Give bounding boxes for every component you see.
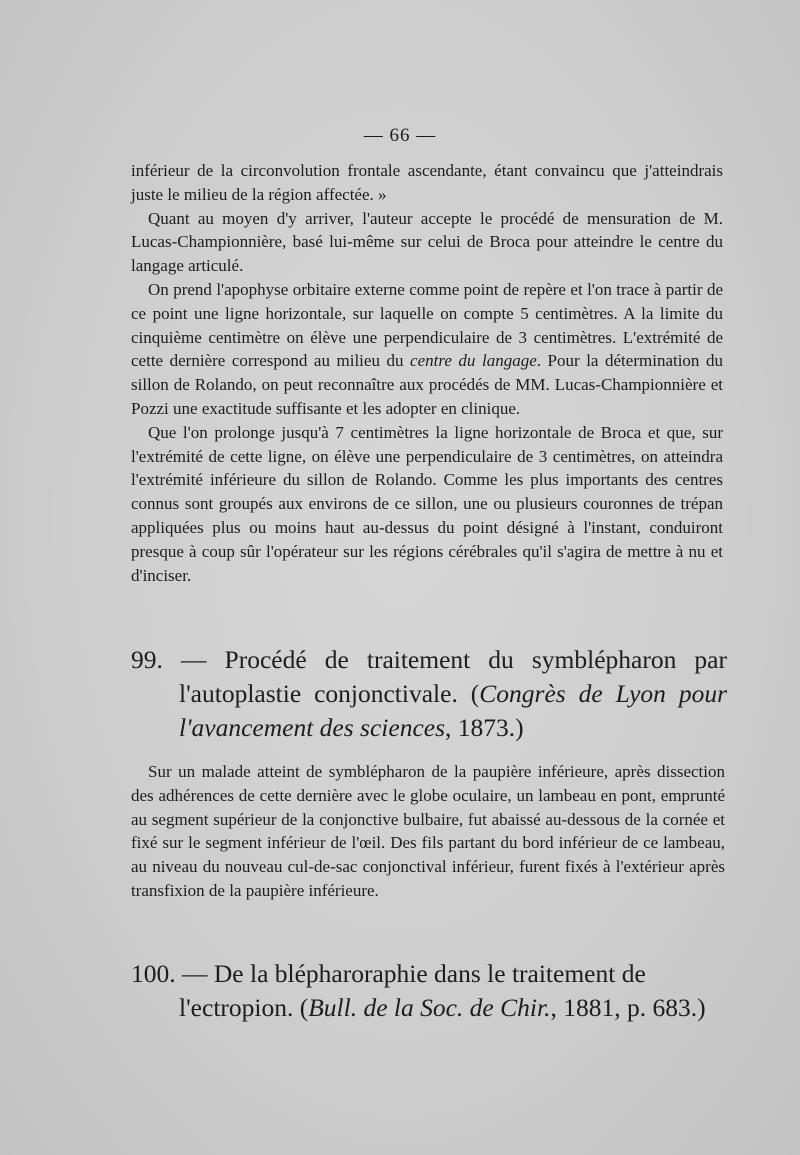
- paragraph-method: Quant au moyen d'y arriver, l'auteur accepte le procédé de mensuration de M. Lucas-Championnière, basé lui-même sur celui de Broca pour atteindre le centre du langage articulé.: [131, 208, 723, 276]
- entry-100-tail: , 1881, p. 683.): [550, 993, 706, 1022]
- entry-99-paragraph: Sur un malade atteint de symblépharon de la paupière inférieure, après dissection des adhérences de cette dernière avec le globe oculaire, un lambeau en pont, emprunté au segment supérieur de la conjonctive bulbaire, fut abaissé au-dessous de la cornée et fixé sur le segment inférieur de l'œil. Des fils partant du bord inférieur de ce lambeau, au niveau du nouveau cul-de-sac conjonctival inférieur, furent fixés à l'extérieur après transfixion de la paupière inférieure.: [131, 762, 725, 900]
- entry-99-title-line: [131, 643, 727, 745]
- paragraph-measurement-emphasis: centre du langage: [410, 351, 537, 371]
- paragraph-continuation: inférieur de la circonvolution frontale ascendante, étant convaincu que j'atteindrais juste le milieu de la région affectée. »: [131, 161, 723, 204]
- entry-99-heading: [131, 643, 727, 745]
- entry-100-title-line: [131, 957, 727, 1025]
- entry-99-body: [131, 760, 725, 903]
- page-number: — 66 —: [363, 125, 437, 146]
- entry-100-title: 100. — De la blépharoraphie dans le traitement de l'ectropion. (: [131, 959, 646, 1022]
- paragraph-rolando: Que l'on prolonge jusqu'à 7 centimètres la ligne horizontale de Broca et que, sur l'extrémité de cette ligne, on élève une perpendiculaire de 3 centimètres, on atteindra l'extrémité inférieure du sillon de Rolando. Comme les plus importants des centres connus sont groupés aux environs de ce sillon, une ou plusieurs couronnes de trépan appliquées plus ou moins haut au-dessus du point désigné à l'instant, conduiront presque à coup sûr l'opérateur sur les régions cérébrales qu'il s'agira de mettre à nu et d'inciser.: [131, 422, 723, 585]
- paragraph-measurement-tail: . Pour la détermination du sillon de Rolando, on peut reconnaître aux procédés de MM. Lucas-Championnière et Pozzi une exactitude suffisante et les adopter en clinique.: [131, 351, 723, 418]
- entry-99-title: 99. — Procédé de traitement du symblépharon par l'autoplastie conjonctivale. (: [131, 645, 727, 708]
- paragraph-measurement-text: On prend l'apophyse orbitaire externe comme point de repère et l'on trace à partir de ce point une ligne horizontale, sur laquelle on compte 5 centimètres. A la limite du cinquième centimètre on élève une perpendiculaire de 3 centimètres. L'extrémité de cette dernière correspond au milieu du: [131, 279, 723, 371]
- paragraph-measurement: [131, 278, 723, 421]
- entry-99-tail: , 1873.): [445, 713, 524, 742]
- entry-100-source: Bull. de la Soc. de Chir.: [308, 993, 551, 1022]
- entry-100-heading: [131, 957, 727, 1025]
- intro-text: [131, 159, 723, 587]
- entry-99-source: Congrès de Lyon pour l'avancement des sciences: [179, 679, 728, 742]
